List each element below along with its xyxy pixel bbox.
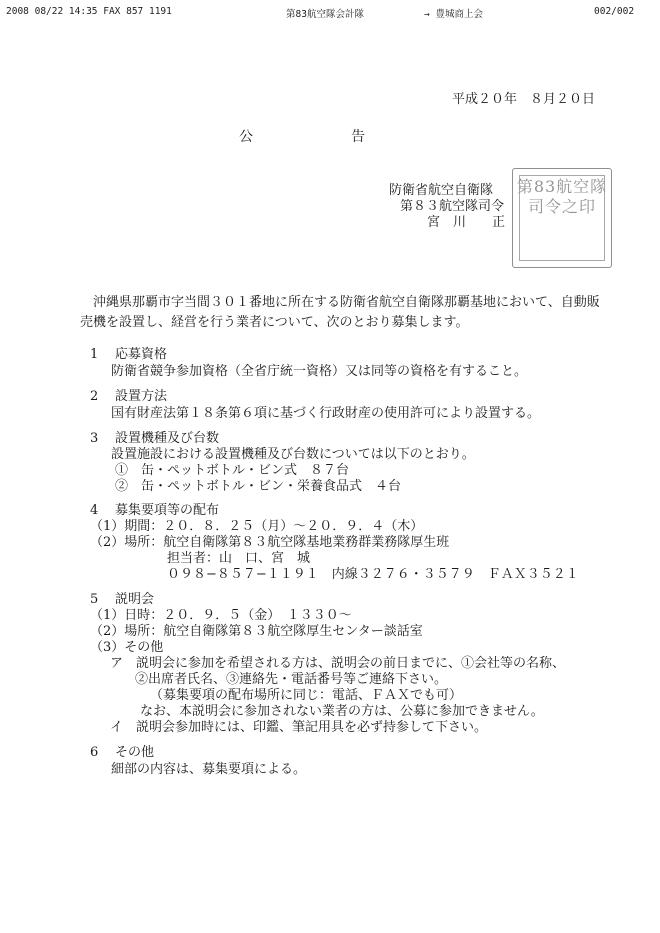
section-4-line: （1）期間：２０．８．２５（月）〜２０．９．４（木） xyxy=(90,519,424,534)
section-4-line: 担当者：山 口、宮 城 xyxy=(167,551,311,566)
section-5-line: （募集要項の配布場所に同じ：電話、ＦＡＸでも可） xyxy=(150,688,463,703)
section-4-number: 4 xyxy=(90,503,99,518)
section-2-number: 2 xyxy=(90,389,99,404)
section-3-heading: 設置機種及び台数 xyxy=(115,431,220,446)
section-1-number: 1 xyxy=(90,347,99,362)
section-6-line: 細部の内容は、募集要項による。 xyxy=(111,762,307,777)
intro-paragraph xyxy=(80,293,600,333)
section-2-line: 国有財産法第１８条第６項に基づく行政財産の使用許可により設置する。 xyxy=(111,406,541,421)
section-4-line: ０９８−８５７−１１９１ 内線３２７６・３５７９ ＦＡＸ３５２１ xyxy=(167,567,579,582)
document-date: 平成２０年 ８月２０日 xyxy=(452,92,596,107)
section-5-line: ②出席者氏名、③連絡先・電話番号等ご連絡下さい。 xyxy=(135,672,448,687)
fax-sender: 第83航空隊会計隊 xyxy=(286,9,364,20)
section-4-heading: 募集要項等の配布 xyxy=(115,503,220,518)
issuer-org: 防衛省航空自衛隊 xyxy=(389,183,494,198)
fax-page: 002/002 xyxy=(594,6,635,17)
section-5-line: （1）日時：２０．９．５（金） １３３０〜 xyxy=(90,608,352,623)
intro-text: 沖縄県那覇市字当間３０１番地に所在する防衛省航空自衛隊那覇基地において、自動販売機を設置し、経営を行う業者について、次のとおり募集します。 xyxy=(80,295,600,330)
official-seal xyxy=(512,168,612,268)
issuer-name: 宮 川 正 xyxy=(427,215,506,230)
section-6-heading: その他 xyxy=(115,745,155,760)
section-2-heading: 設置方法 xyxy=(115,389,168,404)
section-3-line: 設置施設における設置機種及び台数については以下のとおり。 xyxy=(111,447,475,462)
section-3-item: ① 缶・ペットボトル・ビン式 ８７台 xyxy=(115,463,350,478)
fax-recipient: → 豊城商上会 xyxy=(424,9,483,20)
section-5-line: （3）その他 xyxy=(90,640,164,655)
section-3-number: 3 xyxy=(90,431,99,446)
seal-text: 第83航空隊司令之印 xyxy=(516,177,608,216)
section-6-number: 6 xyxy=(90,745,99,760)
section-1-heading: 応募資格 xyxy=(115,347,168,362)
section-5-line: （2）場所：航空自衛隊第８３航空隊厚生センター談話室 xyxy=(90,624,423,639)
issuer-unit: 第８３航空隊司令 xyxy=(400,199,505,214)
fax-datetime: 2008 08/22 14:35 FAX 857 1191 xyxy=(6,6,172,17)
fax-header xyxy=(0,6,660,20)
section-1-line: 防衛省競争参加資格（全省庁統一資格）又は同等の資格を有すること。 xyxy=(111,364,528,379)
section-5-heading: 説明会 xyxy=(115,592,155,607)
section-5-number: 5 xyxy=(90,592,99,607)
section-4-line: （2）場所：航空自衛隊第８３航空隊基地業務群業務隊厚生班 xyxy=(90,535,450,550)
section-5-line: ア 説明会に参加を希望される方は、説明会の前日までに、①会社等の名称、 xyxy=(110,656,566,671)
section-5-line: イ 説明会参加時には、印鑑、筆記用具を必ず持参して下さい。 xyxy=(110,720,488,735)
section-5-line: なお、本説明会に参加されない業者の方は、公募に参加できません。 xyxy=(140,704,544,719)
section-3-item: ② 缶・ペットボトル・ビン・栄養食品式 ４台 xyxy=(115,479,402,494)
document-title: 公 告 xyxy=(239,129,365,145)
